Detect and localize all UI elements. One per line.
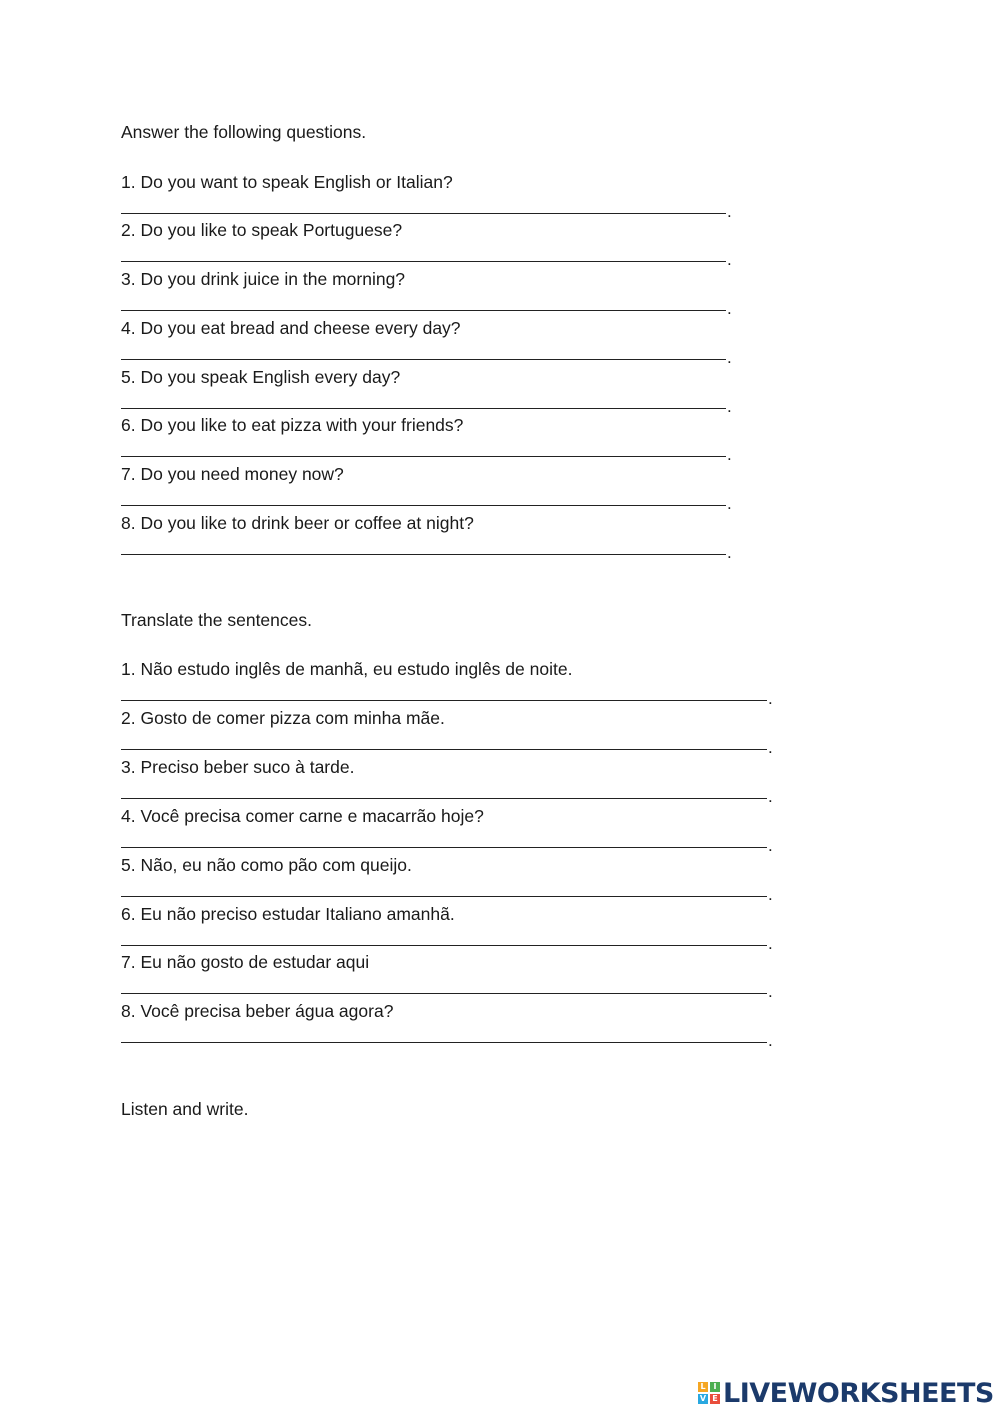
translation-line-6[interactable] <box>121 928 773 953</box>
line-end-dot: . <box>768 885 773 904</box>
sentence-6: 6. Eu não preciso estudar Italiano amanhã. <box>121 904 455 924</box>
translation-line-7[interactable] <box>121 976 773 1001</box>
line-end-dot: . <box>727 543 732 562</box>
question-6: 6. Do you like to eat pizza with your friends? <box>121 415 464 435</box>
sentence-7: 7. Eu não gosto de estudar aqui <box>121 952 370 972</box>
line-end-dot: . <box>727 494 732 513</box>
line-end-dot: . <box>727 299 732 318</box>
question-7: 7. Do you need money now? <box>121 464 344 484</box>
sentence-1: 1. Não estudo inglês de manhã, eu estudo inglês de noite. <box>121 659 573 679</box>
question-4: 4. Do you eat bread and cheese every day? <box>121 318 461 338</box>
question-3: 3. Do you drink juice in the morning? <box>121 269 406 289</box>
section-1-instruction: Answer the following questions. <box>121 122 367 142</box>
logo-block-v: V <box>699 1394 707 1403</box>
translation-line-8[interactable] <box>121 1025 773 1050</box>
line-end-dot: . <box>727 397 732 416</box>
logo-blocks-icon <box>698 1382 720 1404</box>
logo-block-l: L <box>698 1382 708 1392</box>
question-1: 1. Do you want to speak English or Italian? <box>121 172 453 192</box>
line-end-dot: . <box>768 934 773 953</box>
logo-block-i: I <box>710 1382 720 1392</box>
answer-line-5[interactable] <box>121 391 732 416</box>
line-end-dot: . <box>727 445 732 464</box>
line-end-dot: . <box>727 250 732 269</box>
answer-line-1[interactable] <box>121 196 732 221</box>
answer-line-7[interactable] <box>121 488 732 513</box>
sentence-8: 8. Você precisa beber água agora? <box>121 1001 394 1021</box>
line-end-dot: . <box>727 348 732 367</box>
sentence-2: 2. Gosto de comer pizza com minha mãe. <box>121 708 445 728</box>
answer-line-8[interactable] <box>121 537 732 562</box>
section-3-instruction: Listen and write. <box>121 1099 249 1119</box>
liveworksheets-logo <box>698 1378 994 1408</box>
translation-line-4[interactable] <box>121 830 773 855</box>
sentence-3: 3. Preciso beber suco à tarde. <box>121 757 355 777</box>
line-end-dot: . <box>768 689 773 708</box>
answer-line-6[interactable] <box>121 439 732 464</box>
answer-line-3[interactable] <box>121 293 732 318</box>
line-end-dot: . <box>768 836 773 855</box>
question-5: 5. Do you speak English every day? <box>121 367 401 387</box>
line-end-dot: . <box>727 202 732 221</box>
line-end-dot: . <box>768 1031 773 1050</box>
logo-block-e: E <box>710 1394 720 1404</box>
line-end-dot: . <box>768 787 773 806</box>
sentence-4: 4. Você precisa comer carne e macarrão hoje? <box>121 806 484 826</box>
translation-line-3[interactable] <box>121 781 773 806</box>
answer-line-4[interactable] <box>121 342 732 367</box>
section-2-instruction: Translate the sentences. <box>121 610 312 630</box>
translation-line-2[interactable] <box>121 732 773 757</box>
translation-line-5[interactable] <box>121 879 773 904</box>
translation-line-1[interactable] <box>121 683 773 708</box>
line-end-dot: . <box>768 738 773 757</box>
question-8: 8. Do you like to drink beer or coffee at night? <box>121 513 474 533</box>
answer-line-2[interactable] <box>121 244 732 269</box>
line-end-dot: . <box>768 982 773 1001</box>
logo-text: LIVEWORKSHEETS <box>723 1377 994 1409</box>
question-2: 2. Do you like to speak Portuguese? <box>121 220 403 240</box>
sentence-5: 5. Não, eu não como pão com queijo. <box>121 855 412 875</box>
